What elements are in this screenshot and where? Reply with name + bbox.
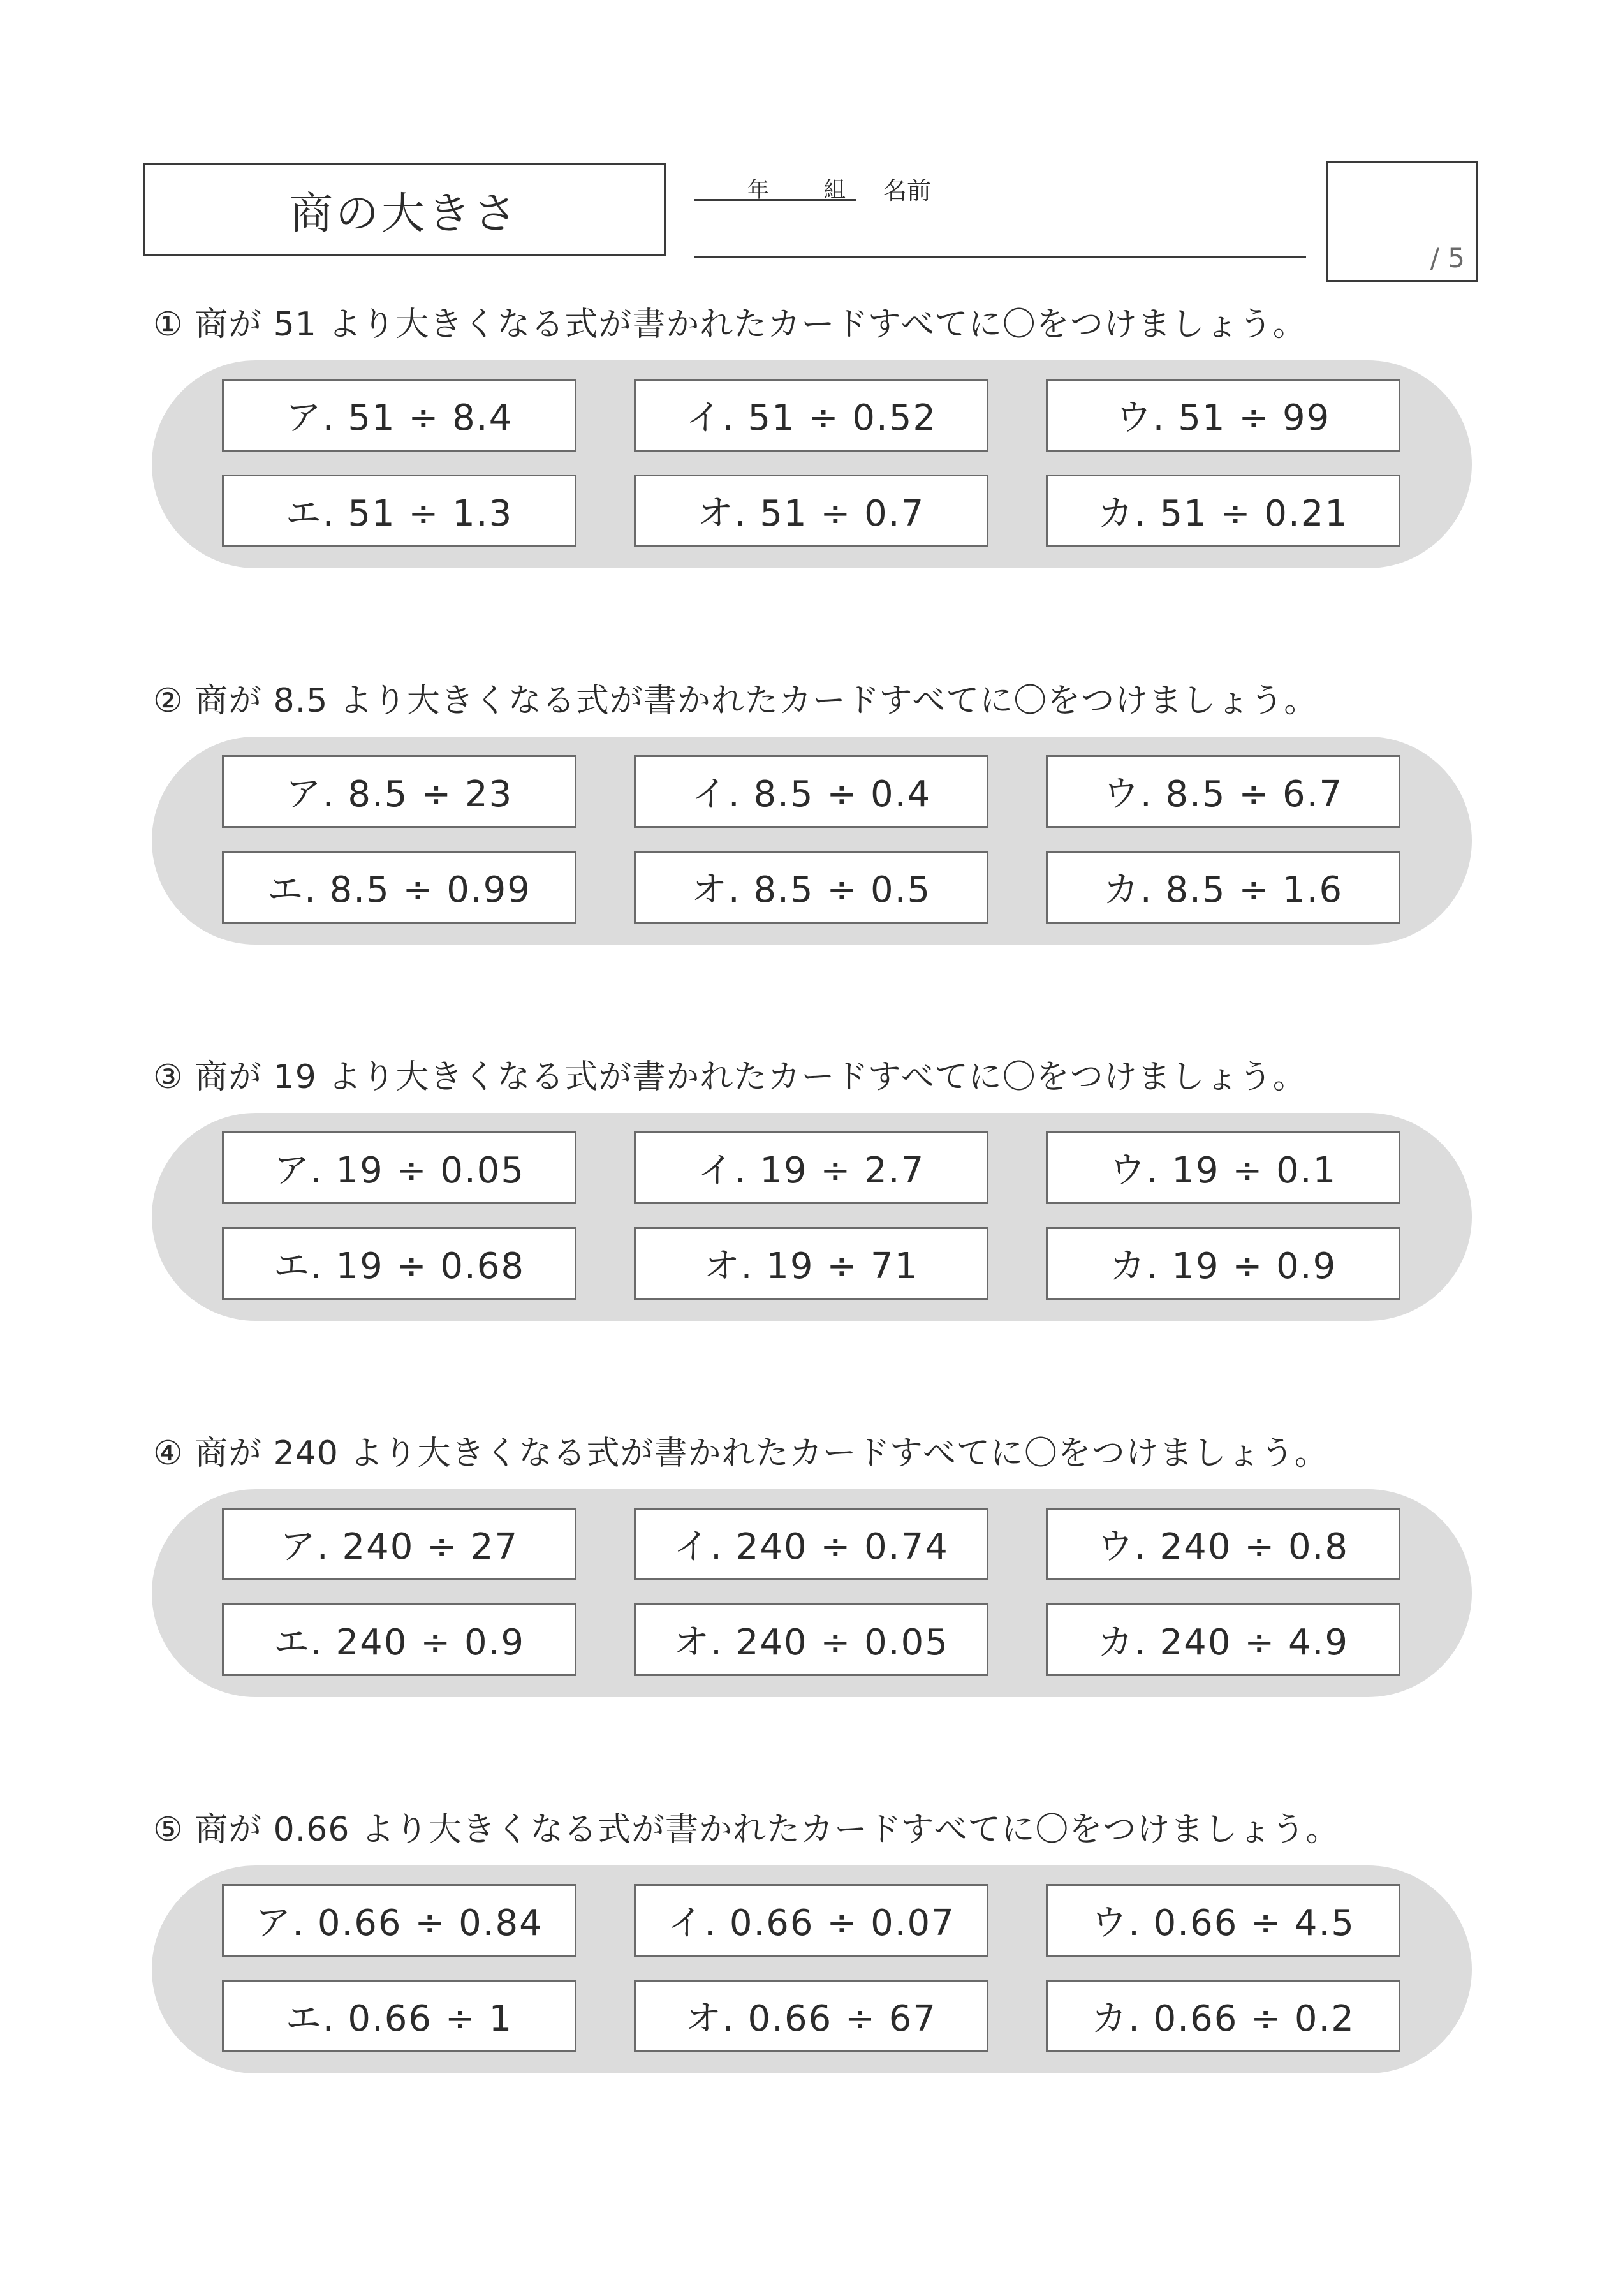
card-5-i[interactable]: イ. 0.66 ÷ 0.07	[634, 1884, 988, 1957]
card-4-u[interactable]: ウ. 240 ÷ 0.8	[1046, 1508, 1400, 1580]
card-1-a[interactable]: ア. 51 ÷ 8.4	[222, 379, 576, 452]
card-2-u[interactable]: ウ. 8.5 ÷ 6.7	[1046, 755, 1400, 828]
card-4-a[interactable]: ア. 240 ÷ 27	[222, 1508, 576, 1580]
card-group-5	[152, 1866, 1472, 2073]
card-3-e[interactable]: エ. 19 ÷ 0.68	[222, 1227, 576, 1300]
score-box[interactable]	[1326, 161, 1478, 282]
card-5-o[interactable]: オ. 0.66 ÷ 67	[634, 1980, 988, 2052]
card-group-2	[152, 737, 1472, 945]
card-1-o[interactable]: オ. 51 ÷ 0.7	[634, 475, 988, 547]
class-label: 組	[824, 177, 846, 203]
card-2-e[interactable]: エ. 8.5 ÷ 0.99	[222, 851, 576, 924]
student-info-area	[694, 163, 1306, 259]
question-5: ⑤ 商が 0.66 より大きくなる式が書かれたカードすべてに〇をつけましょう。	[153, 1811, 1340, 1849]
card-2-o[interactable]: オ. 8.5 ÷ 0.5	[634, 851, 988, 924]
card-4-e[interactable]: エ. 240 ÷ 0.9	[222, 1603, 576, 1676]
card-4-i[interactable]: イ. 240 ÷ 0.74	[634, 1508, 988, 1580]
class-field[interactable]	[694, 163, 856, 201]
card-1-ka[interactable]: カ. 51 ÷ 0.21	[1046, 475, 1400, 547]
score-total: / 5	[1430, 242, 1465, 274]
card-2-a[interactable]: ア. 8.5 ÷ 23	[222, 755, 576, 828]
card-3-o[interactable]: オ. 19 ÷ 71	[634, 1227, 988, 1300]
grade-label: 年	[747, 177, 769, 203]
question-3: ③ 商が 19 より大きくなる式が書かれたカードすべてに〇をつけましょう。	[153, 1058, 1307, 1096]
card-4-ka[interactable]: カ. 240 ÷ 4.9	[1046, 1603, 1400, 1676]
card-4-o[interactable]: オ. 240 ÷ 0.05	[634, 1603, 988, 1676]
card-group-4	[152, 1489, 1472, 1697]
name-field[interactable]	[694, 256, 1306, 258]
card-3-u[interactable]: ウ. 19 ÷ 0.1	[1046, 1131, 1400, 1204]
card-2-ka[interactable]: カ. 8.5 ÷ 1.6	[1046, 851, 1400, 924]
card-1-e[interactable]: エ. 51 ÷ 1.3	[222, 475, 576, 547]
card-5-ka[interactable]: カ. 0.66 ÷ 0.2	[1046, 1980, 1400, 2052]
question-1: ① 商が 51 より大きくなる式が書かれたカードすべてに〇をつけましょう。	[153, 305, 1307, 344]
card-2-i[interactable]: イ. 8.5 ÷ 0.4	[634, 755, 988, 828]
worksheet-title: 商の大きさ	[143, 163, 666, 256]
question-2: ② 商が 8.5 より大きくなる式が書かれたカードすべてに〇をつけましょう。	[153, 682, 1318, 720]
card-group-1	[152, 360, 1472, 568]
card-group-3	[152, 1113, 1472, 1321]
question-4: ④ 商が 240 より大きくなる式が書かれたカードすべてに〇をつけましょう。	[153, 1434, 1328, 1473]
card-1-u[interactable]: ウ. 51 ÷ 99	[1046, 379, 1400, 452]
card-5-a[interactable]: ア. 0.66 ÷ 0.84	[222, 1884, 576, 1957]
card-5-e[interactable]: エ. 0.66 ÷ 1	[222, 1980, 576, 2052]
card-3-ka[interactable]: カ. 19 ÷ 0.9	[1046, 1227, 1400, 1300]
card-3-a[interactable]: ア. 19 ÷ 0.05	[222, 1131, 576, 1204]
name-label: 名前	[883, 177, 932, 205]
card-5-u[interactable]: ウ. 0.66 ÷ 4.5	[1046, 1884, 1400, 1957]
card-3-i[interactable]: イ. 19 ÷ 2.7	[634, 1131, 988, 1204]
card-1-i[interactable]: イ. 51 ÷ 0.52	[634, 379, 988, 452]
